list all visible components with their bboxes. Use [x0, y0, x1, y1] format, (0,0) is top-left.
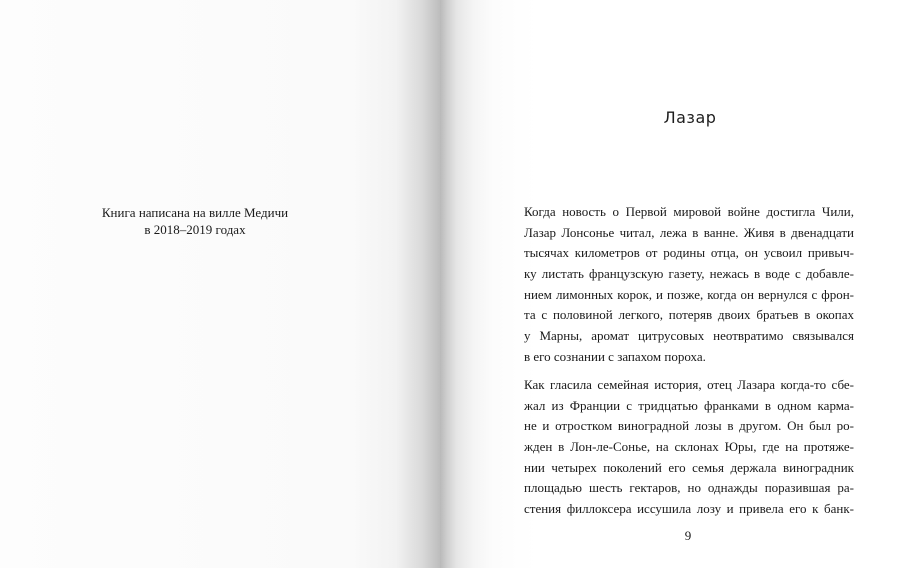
- text-line: нии четырех поколений его семья держала виноградник: [524, 459, 854, 475]
- text-line: Лазар Лонсонье читал, лежа в ванне. Живя в двенадцати: [524, 224, 854, 240]
- text-line: нием лимонных корок, и позже, когда он вернулся с фрон-: [524, 286, 854, 302]
- text-line: ку листать французскую газету, нежась в воде с добавле-: [524, 266, 854, 282]
- text-line: стения филлоксера иссушила лозу и привела его к банк-: [524, 501, 854, 517]
- chapter-title: Лазар: [663, 108, 717, 127]
- text-line: не и отростком виноградной лозы в другом. Он был ро-: [524, 418, 854, 434]
- text-line: жден в Лон-ле-Сонье, на склонах Юры, где на протяже-: [524, 439, 854, 455]
- text-line: Как гласила семейная история, отец Лазара когда-то сбе-: [524, 377, 854, 392]
- text-line: площадью шесть гектаров, но однажды поразившая ра-: [524, 480, 854, 496]
- dedication-line: в 2018–2019 годах: [144, 222, 246, 237]
- text-line: у Марны, аромат цитрусовых неотвратимо связывался: [524, 328, 854, 344]
- text-line: Когда новость о Первой мировой войне достигла Чили,: [524, 204, 854, 219]
- text-line: тысячах километров от родины отца, он усвоил привыч-: [524, 245, 854, 261]
- paragraph: [524, 375, 854, 520]
- dedication-line: Книга написана на вилле Медичи: [101, 205, 289, 220]
- paragraph: [524, 202, 854, 368]
- dedication: [30, 204, 360, 238]
- text-line: жал из Франции с тридцатью франками в одном карма-: [524, 397, 854, 413]
- text-line: та с половиной легкого, потеряв двоих братьев в окопах: [524, 307, 854, 323]
- right-page: [440, 0, 923, 568]
- left-page: [0, 0, 440, 568]
- text-line: в его сознании с запахом пороха.: [524, 348, 706, 364]
- page-number: 9: [684, 528, 692, 543]
